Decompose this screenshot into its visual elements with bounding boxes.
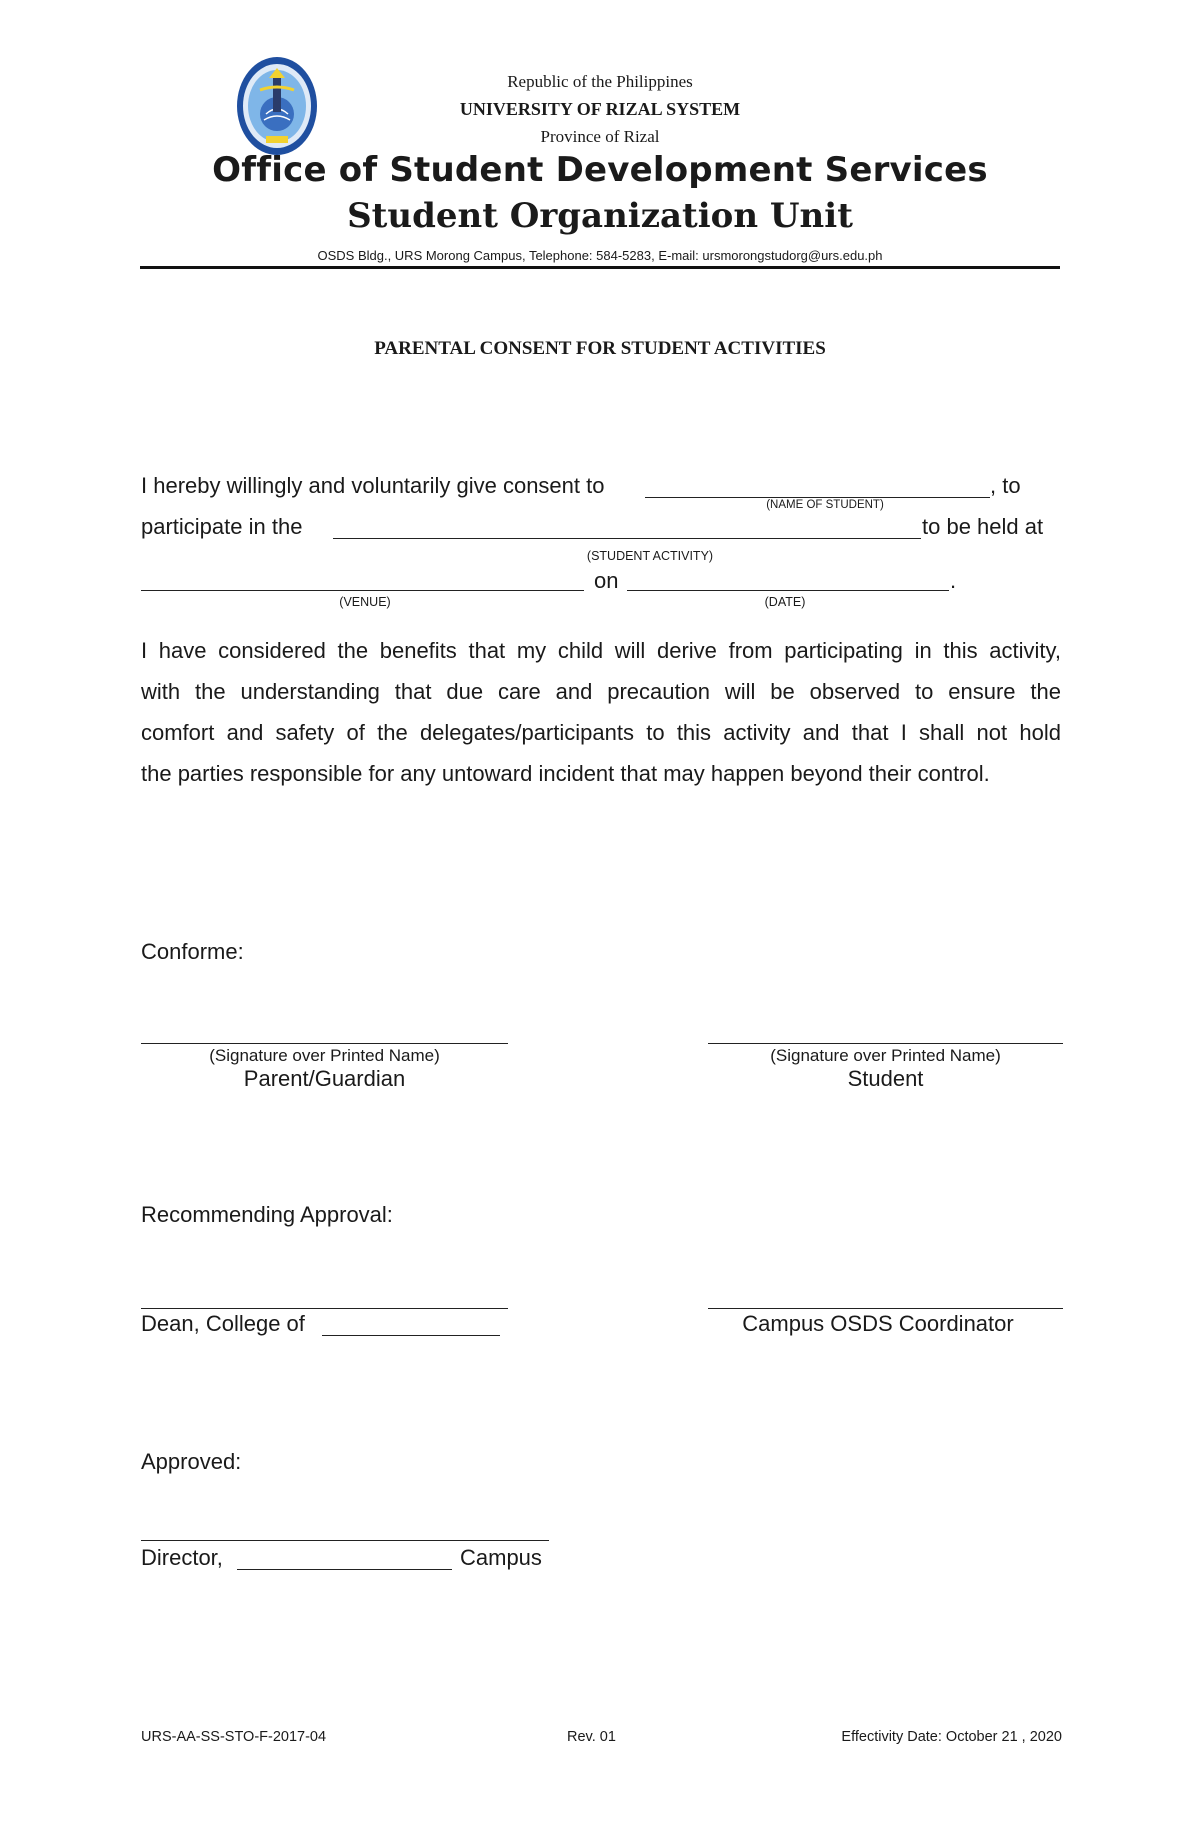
- date-caption: (DATE): [764, 595, 806, 609]
- consent-period: .: [950, 568, 957, 593]
- venue-field[interactable]: [141, 590, 584, 591]
- coordinator-label: Campus OSDS Coordinator: [742, 1311, 1014, 1336]
- form-title: PARENTAL CONSENT FOR STUDENT ACTIVITIES: [374, 338, 826, 359]
- date-field[interactable]: [627, 590, 949, 591]
- office-address: OSDS Bldg., URS Morong Campus, Telephone: 584-5283, E-mail: ursmorongstudorg@urs.edu.ph: [317, 248, 883, 263]
- body-line: I have considered the benefits that my child will derive from participating in this activity,: [141, 638, 1061, 663]
- unit-name: Student Organization Unit: [347, 196, 853, 236]
- consent-line2-suffix: to be held at: [922, 514, 1044, 539]
- consent-line2-prefix: participate in the: [141, 514, 303, 539]
- effectivity-date: Effectivity Date: October 21 , 2020: [841, 1729, 1062, 1745]
- office-name: Office of Student Development Services: [212, 150, 988, 190]
- student-role: Student: [847, 1066, 924, 1091]
- name-caption: (NAME OF STUDENT): [766, 499, 884, 511]
- conforme-label: Conforme:: [141, 939, 244, 964]
- dean-signature-line[interactable]: [141, 1308, 508, 1309]
- form-code: URS-AA-SS-STO-F-2017-04: [141, 1729, 327, 1745]
- header-rule: [140, 266, 1060, 269]
- activity-caption: (STUDENT ACTIVITY): [586, 549, 714, 563]
- student-signature-line[interactable]: [708, 1043, 1063, 1044]
- recommending-label: Recommending Approval:: [141, 1202, 393, 1227]
- body-line: the parties responsible for any untoward incident that may happen beyond their control.: [141, 761, 990, 786]
- university-name: UNIVERSITY OF RIZAL SYSTEM: [459, 99, 741, 119]
- body-line: comfort and safety of the delegates/participants to this activity and that I shall not hold: [141, 720, 1061, 745]
- student-activity-field[interactable]: [333, 538, 921, 539]
- venue-caption: (VENUE): [339, 595, 391, 609]
- consent-body: [141, 638, 1061, 802]
- republic-line: Republic of the Philippines: [507, 72, 693, 91]
- parent-signature-line[interactable]: [141, 1043, 508, 1044]
- revision: Rev. 01: [567, 1729, 616, 1745]
- dean-label: Dean, College of: [141, 1311, 305, 1336]
- on-word: on: [594, 568, 619, 593]
- province-line: Province of Rizal: [540, 127, 660, 146]
- consent-line1-suffix: , to: [990, 473, 1021, 498]
- parent-signature-caption: (Signature over Printed Name): [209, 1046, 440, 1065]
- college-field[interactable]: [322, 1335, 500, 1336]
- campus-word: Campus: [460, 1545, 542, 1570]
- student-name-field[interactable]: [645, 497, 990, 498]
- director-signature-line[interactable]: [141, 1540, 549, 1541]
- director-label: Director,: [141, 1545, 223, 1570]
- campus-field[interactable]: [237, 1569, 452, 1570]
- body-line: with the understanding that due care and precaution will be observed to ensure the: [141, 679, 1061, 704]
- parent-role: Parent/Guardian: [243, 1066, 406, 1091]
- student-signature-caption: (Signature over Printed Name): [770, 1046, 1001, 1065]
- approved-label: Approved:: [141, 1449, 242, 1474]
- consent-line1-prefix: I hereby willingly and voluntarily give consent to: [141, 473, 605, 498]
- coordinator-signature-line[interactable]: [708, 1308, 1063, 1309]
